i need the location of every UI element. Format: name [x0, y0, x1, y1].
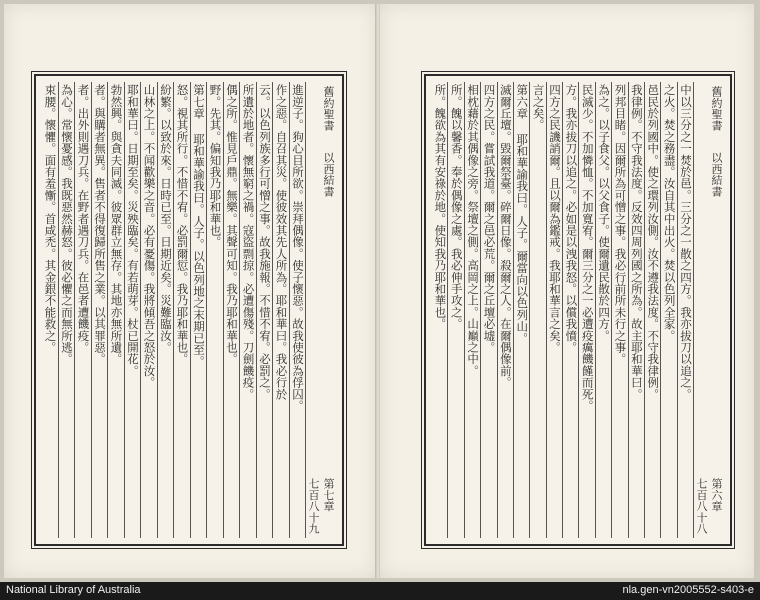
text-column: 勃然興。與貪夫同滅。彼眾群立無存。其地亦無所遺。 [107, 82, 124, 538]
text-column: 所。餽欲為其有安祿於地。使知我乃耶和華也。 [433, 84, 448, 330]
text-column: 所。餽以馨香。奉於偶像之處。我必伸手攻之。 [447, 82, 463, 538]
right-margin-column [693, 82, 724, 538]
book-title: 舊約聖書 [322, 86, 335, 131]
text-column: 中以三分之一焚於邑。三分之一散之四方。我亦拔刀以追之。 [677, 82, 693, 538]
book-title: 舊約聖書 [710, 86, 723, 131]
right-page [380, 4, 754, 578]
footer-item-id: nla.gen-vn2005552-s403-e [622, 584, 754, 596]
text-column: 四方之民譏誚爾。且以爾為鑑戒。我耶和華言之矣。 [546, 82, 562, 538]
text-column: 第六章 耶和華諭我曰。人子。爾當向以色列山。 [513, 82, 529, 538]
text-column: 所遺於地者。懷無窮之禍。寇盜剽掠。必遭傷殘。刀劍饑疫。 [239, 82, 256, 538]
text-column: 相枕藉於其偶像之旁。祭壇之側。高岡之上。山巔之中。 [464, 82, 480, 538]
chapter-label: 第六章 [710, 478, 723, 512]
text-column: 耶和華曰。日期至矣。災殃臨矣。有若萌芽。杖已開花。 [124, 82, 141, 538]
text-column: 紛繁。以致於來。日時已至。日期近矣。災難臨汝。 [157, 82, 174, 538]
text-column: 者。與購者無異。售者不得復歸所售之業。以其罪惡。 [91, 82, 108, 538]
text-column: 者。出外則遇刀兵。在野者遇刀兵。在邑者遭饑疫。 [74, 82, 91, 538]
right-text-frame [424, 74, 732, 546]
text-column: 邑民於列國中。使之環列汝側。汝不遵我法度。不守我律例。 [644, 82, 660, 538]
left-text-frame [34, 74, 344, 546]
text-column: 怒。視其所行。不惜不宥。必罰爾愆。我乃耶和華也。 [173, 82, 190, 538]
left-margin-column [305, 82, 336, 538]
text-column: 進逆子。狗心目所欲。崇拜偶像。使子懷惡。故我使彼為俘囚。 [289, 82, 306, 538]
left-page [4, 4, 376, 578]
text-column: 四方之民。嘗試我道。爾之邑必荒。爾之丘壇必墟。 [480, 82, 496, 538]
book-section: 以西結書 [322, 152, 335, 197]
chapter-label: 第七章 [322, 478, 335, 512]
text-column: 滅爾丘壇。毀爾祭臺。碎爾日像。殺爾之人。在爾偶像前。 [497, 82, 513, 538]
text-column: 方。我亦拔刀以追之。必如是以洩我怒。以償我憤。 [562, 82, 578, 538]
text-column: 為之。以子食父。以父食子。使爾遺民散於四方。 [595, 82, 611, 538]
text-column: 言之矣。 [529, 82, 545, 538]
text-column: 之火。焚之務盡。汝自其中出火。焚以色列全家。 [660, 82, 676, 538]
text-column: 云。以色列族多行可憎之事。故我施報。不惜不宥。必罰之。 [256, 82, 273, 538]
page-number: 七百八十九 [307, 478, 320, 534]
text-column: 列邦目睹。因爾所為可憎之事。我必行前所未行之事。 [611, 82, 627, 538]
text-column: 偶之所。惟見戶鼎。無樂。其聲可知。我乃耶和華也。 [223, 82, 240, 538]
text-column: 束腰。懷懼。面有羞慚。首咸禿。其金銀不能救之。 [43, 84, 58, 354]
text-column: 我律例。不守我法度。反效四周列國之所為。故主耶和華曰。 [628, 82, 644, 538]
text-column: 山林之上。不闻歡樂之音。必有憂傷。我將傾吾之怒於汝。 [140, 82, 157, 538]
text-column: 民滅少。不加憐恤。不加寬宥。爾三分之一必遭疫癘饑饉而死。 [578, 82, 594, 538]
footer-library-name: National Library of Australia [6, 584, 141, 596]
text-column: 野。先其。偏知我乃耶和華也。 [206, 82, 223, 538]
text-column: 為心。常懷憂感。我既惡然赫怒。彼必懼之而無所逃。 [58, 82, 75, 538]
page-number: 七百八十八 [695, 478, 708, 534]
text-column: 第七章 耶和華諭我曰。人子。以色列地之末期已至。 [190, 82, 207, 538]
text-column: 作之惡。自召其災。使彼效其先人所為。耶和華曰。我必行於 [272, 82, 289, 538]
book-section: 以西結書 [710, 152, 723, 197]
footer-bar [0, 582, 760, 600]
